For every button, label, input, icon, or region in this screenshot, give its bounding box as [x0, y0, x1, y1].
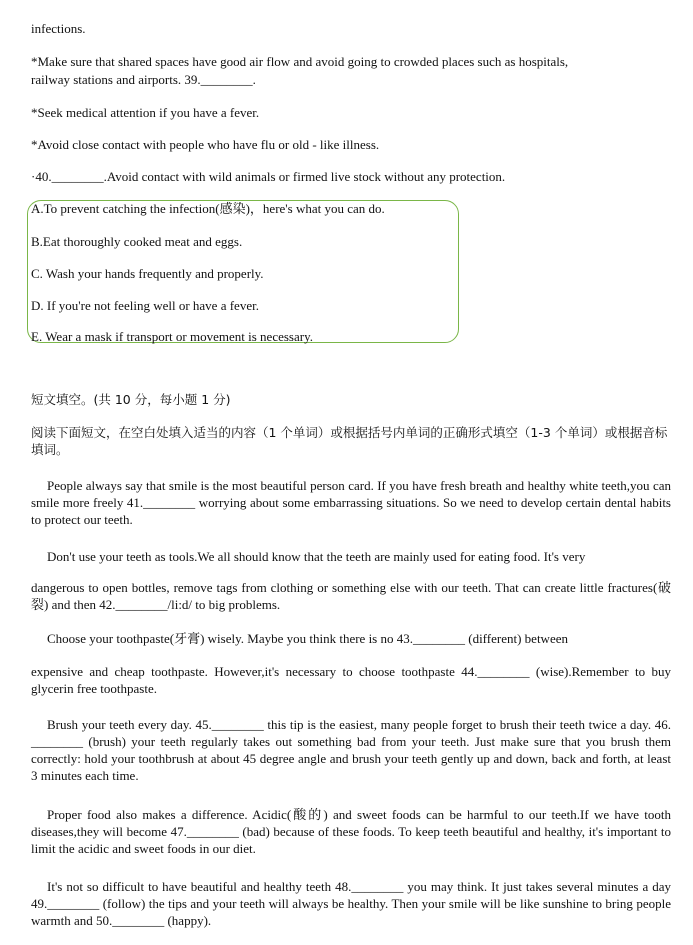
top-line-seek-medical: *Seek medical attention if you have a fever. — [31, 105, 260, 120]
option-d: D. If you're not feeling well or have a fever. — [31, 298, 259, 313]
passage-paragraph-2-rest: dangerous to open bottles, remove tags from clothing or something else with our teeth. That can create little fractures(破裂) and then 42.________/li:d/ to big problems. — [31, 580, 671, 612]
passage-paragraph-3-rest: expensive and cheap toothpaste. However,it's necessary to choose toothpaste 44.________ (wise).Remember to buy glycerin free toothpaste. — [31, 664, 671, 696]
top-line-air-flow: *Make sure that shared spaces have good air flow and avoid going to crowded places such as hospitals, — [31, 54, 569, 69]
option-a: A.To prevent catching the infection(感染)，here's what you can do. — [31, 201, 385, 216]
option-e: E. Wear a mask if transport or movement is necessary. — [31, 329, 313, 344]
passage-paragraph-1: People always say that smile is the most beautiful person card. If you have fresh breath and healthy white teeth,you can smile more freely 41.________ worrying about some embarrassing situations. So we need to develop certain dental habits to protect our teeth. — [31, 478, 671, 527]
option-b: B.Eat thoroughly cooked meat and eggs. — [31, 234, 243, 249]
passage-paragraph-5: Proper food also makes a difference. Acidic(酸的) and sweet foods can be harmful to our teeth.If we have tooth diseases,they will become 47.________ (bad) because of these foods. To keep teeth beautiful and healthy, it's important to limit the acidic and sweet foods in our diet. — [31, 807, 671, 856]
section-instruction: 阅读下面短文，在空白处填入适当的内容（1 个单词）或根据括号内单词的正确形式填空（1-3 个单词）或根据音标填词。 — [31, 425, 668, 457]
top-line-avoid-contact: *Avoid close contact with people who have flu or old - like illness. — [31, 137, 380, 152]
top-line-blank-40: ·40.________.Avoid contact with wild animals or firmed live stock without any protection. — [31, 169, 506, 184]
passage-paragraph-3-first-line: Choose your toothpaste(牙膏) wisely. Maybe you think there is no 43.________ (different) between — [47, 631, 568, 646]
passage-paragraph-2-first-line: Don't use your teeth as tools.We all should know that the teeth are mainly used for eating food. It's very — [47, 549, 586, 564]
option-c: C. Wash your hands frequently and properly. — [31, 266, 264, 281]
passage-paragraph-6: It's not so difficult to have beautiful and healthy teeth 48.________ you may think. It just takes several minutes a day 49.________ (follow) the tips and your teeth will always be healthy. Then your smile will be like sunshine to bring people warmth and 50.________ (happy). — [31, 879, 671, 928]
top-line-infections: infections. — [31, 21, 86, 36]
passage-paragraph-4: Brush your teeth every day. 45.________ this tip is the easiest, many people forget to brush their teeth twice a day. 46. ________ (brush) your teeth regularly takes out something bad from your teeth. Just make sure that you brush them correctly: hold your toothbrush at about 45 degree angle and brush your teeth gently up and down, back and forth, at least 3 minutes each time. — [31, 717, 671, 783]
top-line-airports-blank-39: railway stations and airports. 39.________. — [31, 72, 256, 87]
section-title: 短文填空。(共 10 分，每小题 1 分) — [31, 392, 231, 407]
